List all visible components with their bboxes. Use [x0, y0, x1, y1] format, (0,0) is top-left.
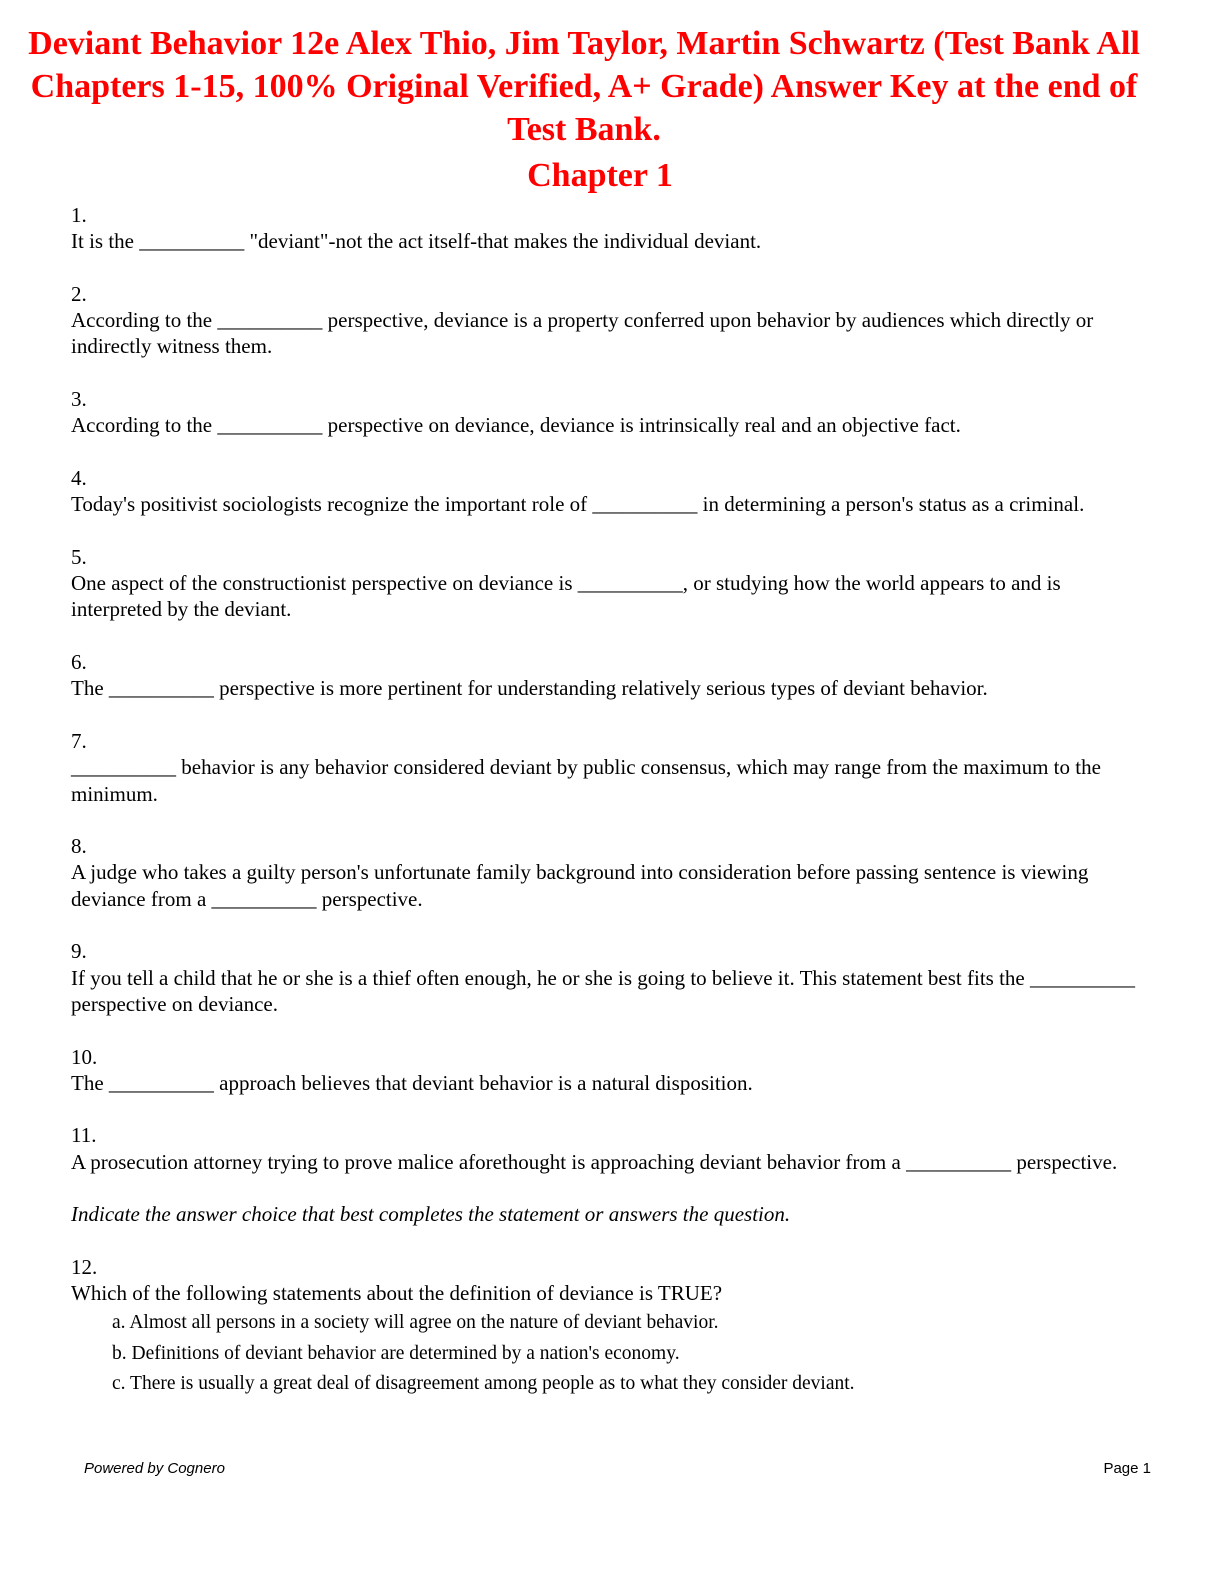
question-list: [71, 202, 1146, 1426]
question-text: __________ behavior is any behavior considered deviant by public consensus, which may range from the maximum to the minimum.: [71, 755, 1101, 806]
question-text: Today's positivist sociologists recognize the important role of __________ in determining a person's status as a criminal.: [71, 492, 1085, 517]
question-number: 5.: [71, 544, 87, 569]
question-number: 2.: [71, 281, 87, 306]
question-text: Which of the following statements about the definition of deviance is TRUE?: [71, 1281, 723, 1306]
question-number: 6.: [71, 650, 87, 675]
question-text: According to the __________ perspective on deviance, deviance is intrinsically real and an objective fact.: [71, 413, 961, 438]
question-number: 7.: [71, 728, 87, 753]
chapter-heading: Chapter 1: [527, 157, 673, 194]
question-1: [71, 202, 1146, 255]
question-number: 1.: [71, 203, 87, 227]
question-4: [71, 465, 1146, 518]
question-number: 12.: [71, 1254, 98, 1279]
question-11: [71, 1122, 1146, 1175]
question-10: [71, 1044, 1146, 1097]
question-6: [71, 649, 1146, 702]
question-text: The __________ perspective is more pertinent for understanding relatively serious types of deviant behavior.: [71, 676, 988, 701]
question-number: 8.: [71, 834, 87, 859]
question-number: 11.: [71, 1123, 97, 1148]
answer-options: [112, 1308, 1146, 1400]
question-2: [71, 281, 1146, 360]
question-number: 9.: [71, 939, 87, 964]
question-text: The __________ approach believes that deviant behavior is a natural disposition.: [71, 1070, 753, 1095]
question-8: [71, 833, 1146, 912]
document-title: Deviant Behavior 12e Alex Thio, Jim Taylor, Martin Schwartz (Test Bank All Chapters 1-15, 100% Original Verified, A+ Grade) Answer Key at the end of Test Bank.: [28, 25, 1140, 148]
instruction-text: Indicate the answer choice that best completes the statement or answers the question.: [71, 1202, 791, 1227]
question-number: 3.: [71, 387, 87, 412]
question-number: 10.: [71, 1044, 98, 1069]
option-b: b. Definitions of deviant behavior are determined by a nation's economy.: [112, 1342, 680, 1364]
question-text: According to the __________ perspective, deviance is a property conferred upon behavior by audiences which directly or indirectly witness them.: [71, 308, 1094, 359]
question-text: It is the __________ "deviant"-not the act itself-that makes the individual deviant.: [71, 229, 762, 254]
question-number: 4.: [71, 465, 87, 490]
powered-by-footer: Powered by Cognero: [84, 1460, 225, 1477]
option-c: c. There is usually a great deal of disagreement among people as to what they consider deviant.: [112, 1373, 855, 1395]
question-text: One aspect of the constructionist perspective on deviance is __________, or studying how the world appears to and is interpreted by the deviant.: [71, 571, 1061, 622]
question-text: A judge who takes a guilty person's unfortunate family background into consideration before passing sentence is viewing deviance from a __________ perspective.: [71, 860, 1089, 911]
question-3: [71, 386, 1146, 439]
question-text: If you tell a child that he or she is a thief often enough, he or she is going to believe it. This statement best fits the __________ perspective on deviance.: [71, 965, 1135, 1016]
question-text: A prosecution attorney trying to prove malice aforethought is approaching deviant behavior from a __________ perspective.: [71, 1149, 1118, 1174]
page-number: Page 1: [1103, 1460, 1151, 1477]
question-7: [71, 728, 1146, 807]
question-9: [71, 938, 1146, 1017]
question-5: [71, 544, 1146, 623]
option-a: a. Almost all persons in a society will agree on the nature of deviant behavior.: [112, 1312, 719, 1334]
question-12: [71, 1254, 1146, 1400]
